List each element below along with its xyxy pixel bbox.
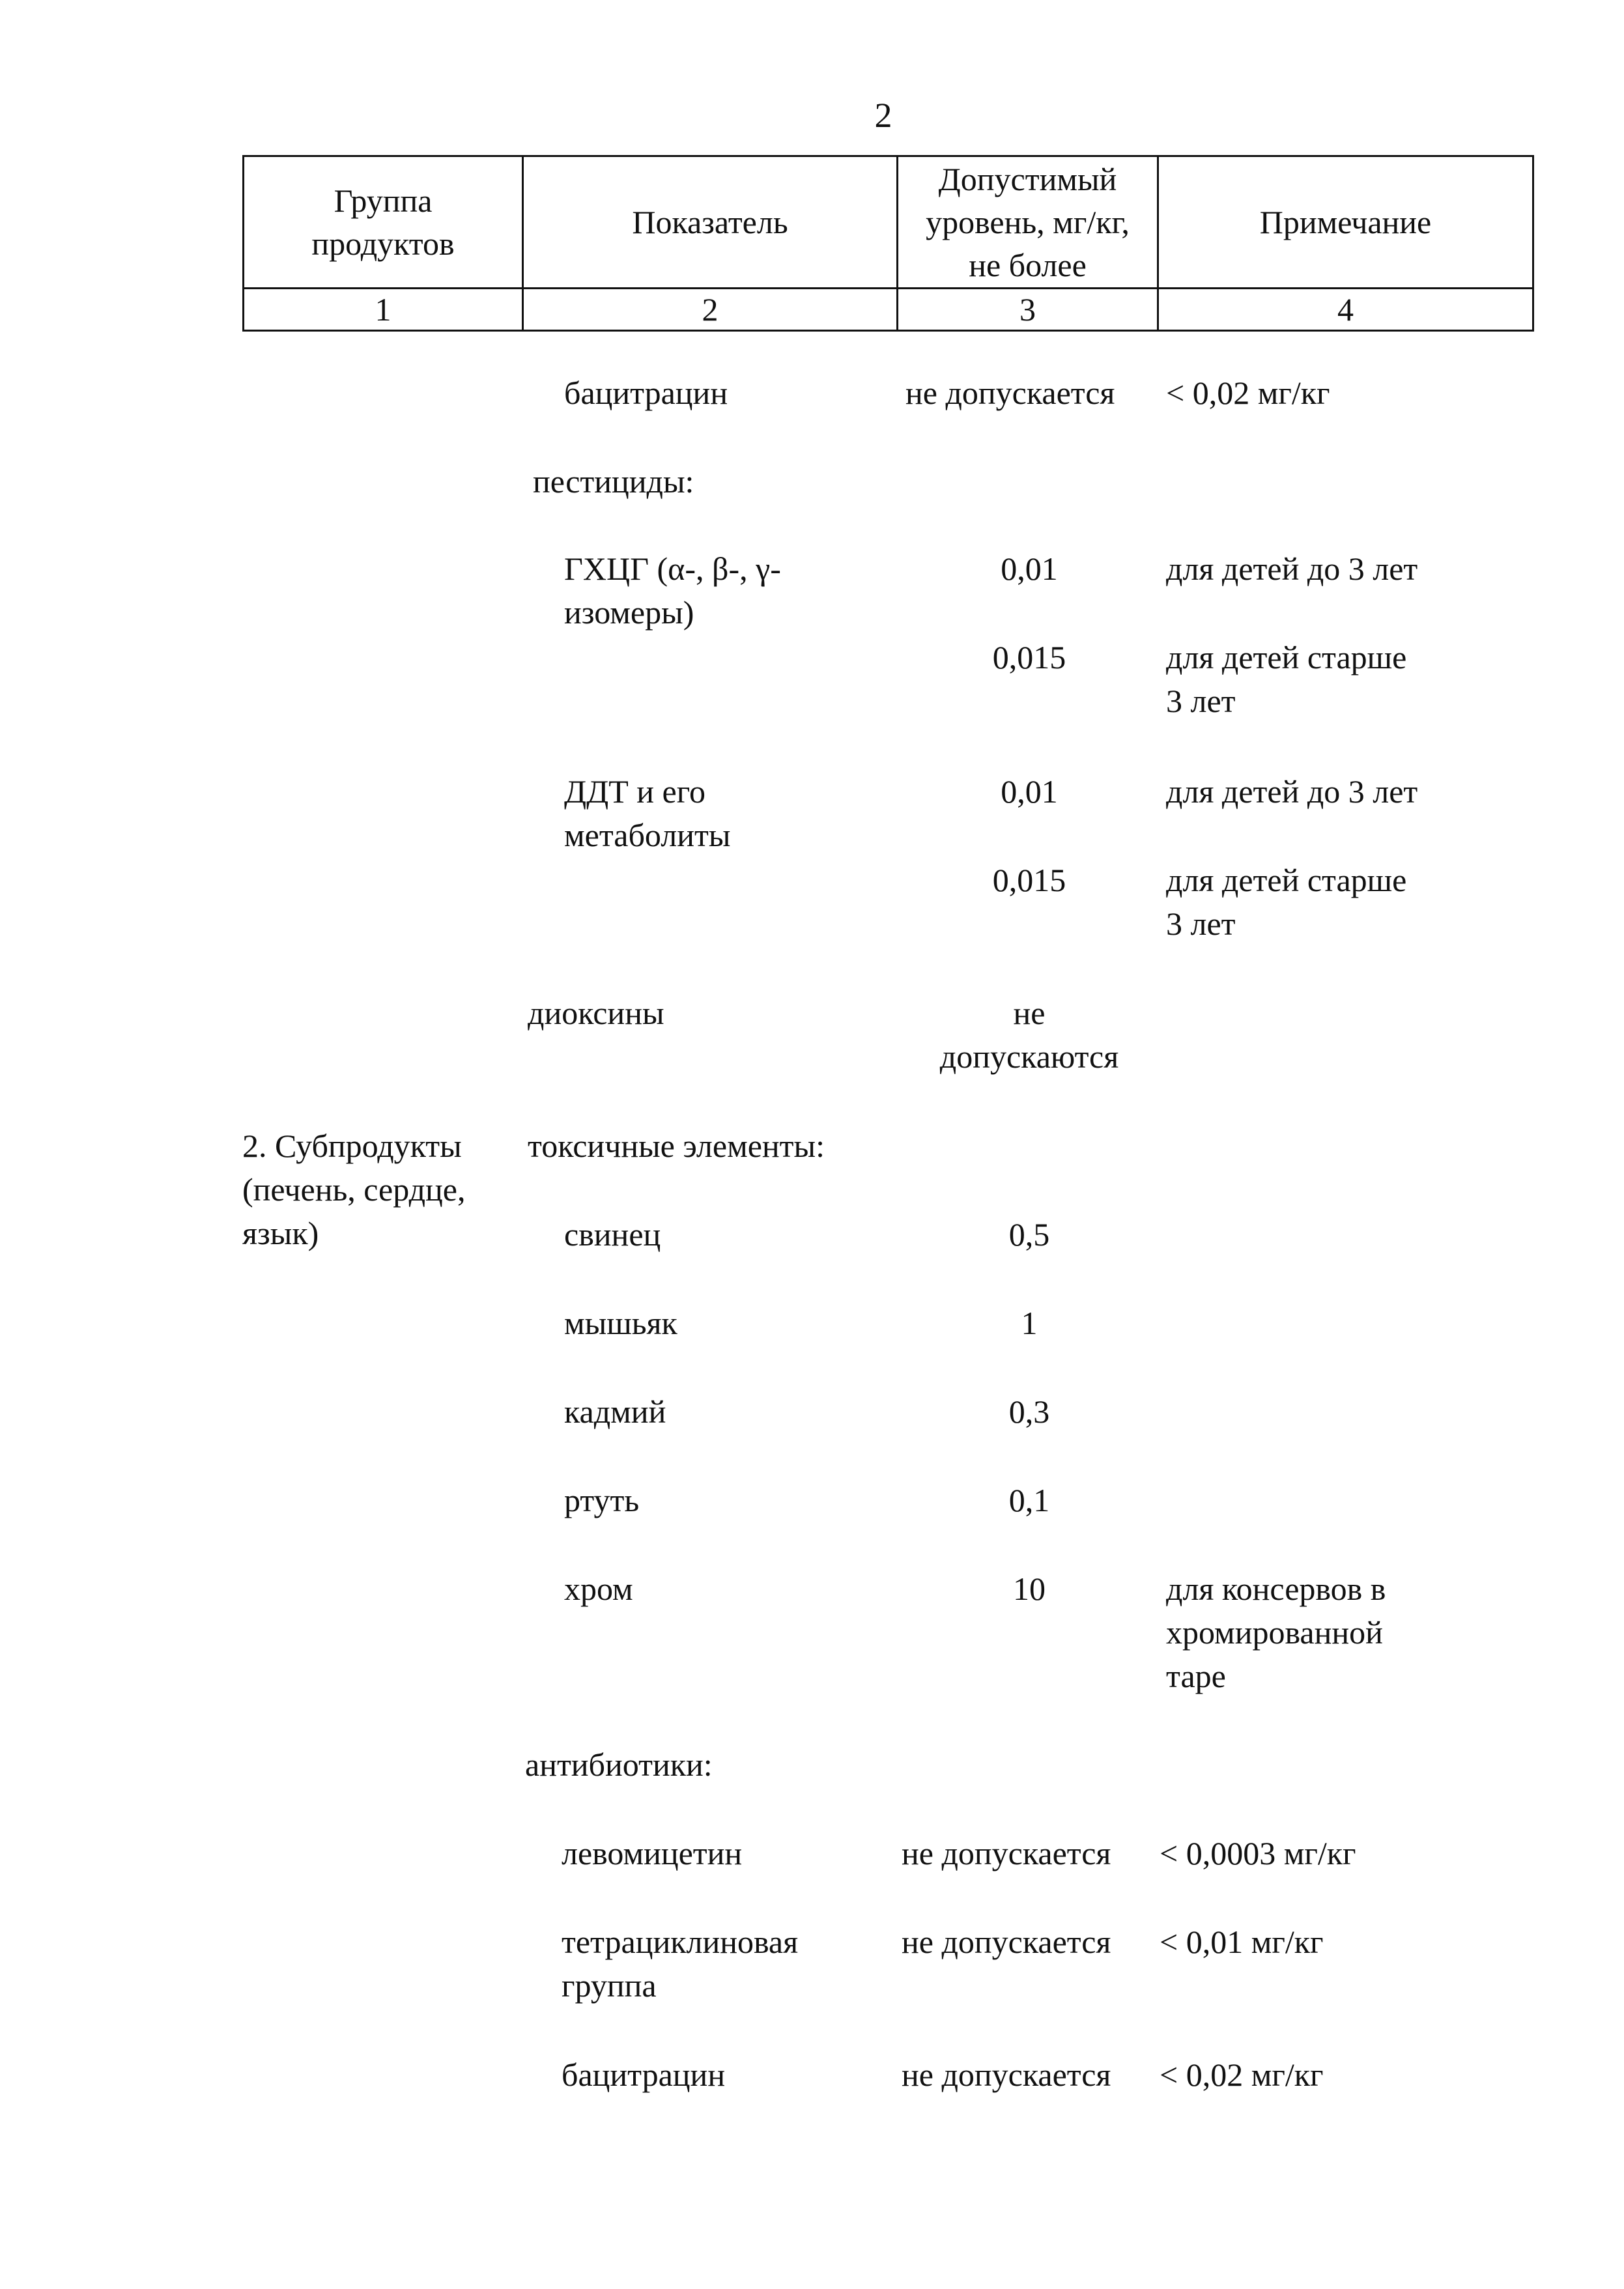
- indicator-note: для детей старше 3 лет: [1166, 639, 1407, 719]
- indicator-note: для детей до 3 лет: [1166, 773, 1418, 810]
- indicator-value: 0,3: [1008, 1393, 1050, 1430]
- indicator-value: 0,01: [1001, 550, 1058, 587]
- indicator-value: не допускаются: [939, 995, 1119, 1075]
- indicator-note: для консервов в хромированной таре: [1166, 1571, 1386, 1694]
- header-note: Примечание: [1158, 156, 1533, 289]
- indicator-value: 0,015: [992, 862, 1066, 898]
- subheading: антибиотики:: [525, 1746, 713, 1783]
- indicator-name: ртуть: [564, 1482, 640, 1518]
- indicator-value: 10: [1013, 1571, 1046, 1607]
- product-group: 2. Субпродукты (печень, сердце, язык): [242, 1128, 466, 1251]
- table-header-row: [244, 156, 1533, 289]
- indicator-value: не допускается: [902, 2056, 1111, 2093]
- header-permissible-level: Допустимый уровень, мг/кг, не более: [898, 156, 1158, 289]
- column-number: 3: [898, 289, 1158, 331]
- indicator-value: не допускается: [902, 1924, 1111, 1960]
- indicator-value: 0,015: [992, 639, 1066, 675]
- indicator-value: не допускается: [902, 1835, 1111, 1871]
- indicator-name: хром: [564, 1571, 633, 1607]
- table-column-numbers-row: [244, 289, 1533, 331]
- indicator-name: свинец: [564, 1216, 661, 1253]
- column-number: 4: [1158, 289, 1533, 331]
- indicator-note: < 0,02 мг/кг: [1160, 2056, 1324, 2093]
- indicator-name: ДДТ и его метаболиты: [564, 773, 731, 853]
- indicator-name: бацитрацин: [562, 2056, 726, 2093]
- indicator-note: < 0,0003 мг/кг: [1160, 1835, 1356, 1871]
- page-number: 2: [874, 96, 892, 135]
- indicator-name: тетрациклиновая группа: [562, 1924, 799, 2004]
- subheading: пестициды:: [533, 463, 694, 500]
- indicator-value: 0,01: [1001, 773, 1058, 810]
- indicator-name: мышьяк: [564, 1305, 677, 1341]
- column-number: 2: [523, 289, 898, 331]
- indicator-value: 0,5: [1008, 1216, 1050, 1253]
- header-product-group: Группа продуктов: [244, 156, 523, 289]
- subheading: токсичные элементы:: [528, 1128, 825, 1164]
- indicator-note: для детей старше 3 лет: [1166, 862, 1407, 942]
- indicator-note: < 0,01 мг/кг: [1160, 1924, 1324, 1960]
- column-number: 1: [244, 289, 523, 331]
- indicator-note: < 0,02 мг/кг: [1166, 375, 1330, 411]
- indicator-name: кадмий: [564, 1393, 666, 1430]
- indicator-name: ГХЦГ (α-, β-, γ- изомеры): [564, 550, 781, 631]
- indicator-note: для детей до 3 лет: [1166, 550, 1418, 587]
- header-indicator: Показатель: [523, 156, 898, 289]
- indicator-name: диоксины: [528, 995, 664, 1031]
- indicator-name: бацитрацин: [564, 375, 728, 411]
- indicator-value: не допускается: [905, 375, 1115, 411]
- indicator-value: 1: [1021, 1305, 1038, 1341]
- table-header: [242, 155, 1534, 332]
- indicator-value: 0,1: [1008, 1482, 1050, 1518]
- indicator-name: левомицетин: [562, 1835, 743, 1871]
